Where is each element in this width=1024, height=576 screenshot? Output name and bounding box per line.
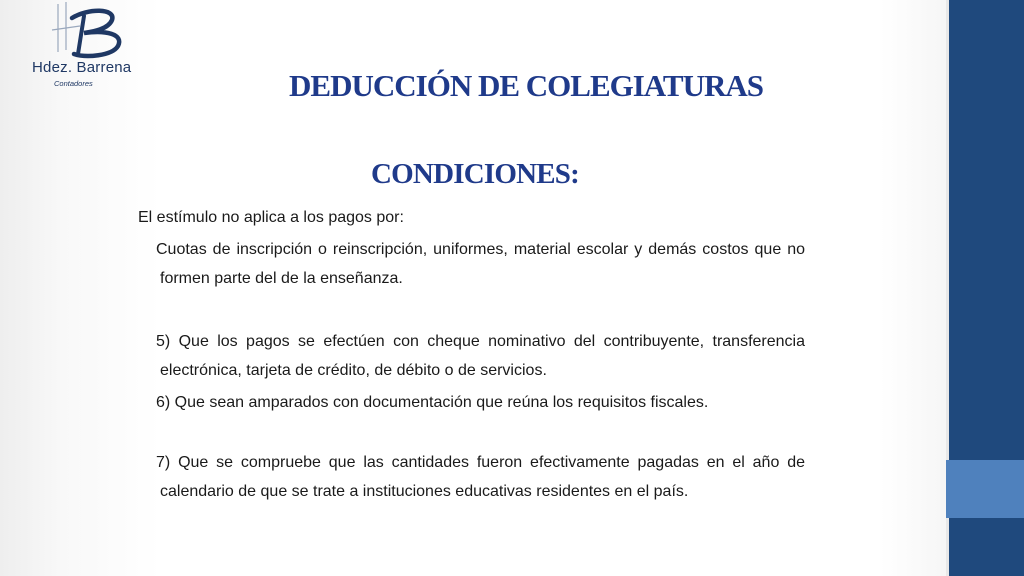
condition-paragraph: 7) Que se compruebe que las cantidades fueron efectivamente pagadas en el año de calendario de que se trate a instituciones educativas residentes en el país. bbox=[156, 454, 805, 500]
slide-title: DEDUCCIÓN DE COLEGIATURAS bbox=[289, 68, 763, 103]
logo-subtitle: Contadores bbox=[54, 79, 93, 88]
condition-paragraph: 5) Que los pagos se efectúen con cheque nominativo del contribuyente, transferencia electrónica, tarjeta de crédito, de débito o de servicios. bbox=[156, 333, 805, 379]
intro-text: El estímulo no aplica a los pagos por: bbox=[138, 209, 404, 226]
sidebar-decoration bbox=[946, 0, 1024, 576]
sidebar-accent-block bbox=[946, 460, 1024, 518]
section-heading: CONDICIONES: bbox=[371, 158, 579, 190]
logo-name: Hdez. Barrena bbox=[32, 59, 132, 76]
condition-paragraph: Cuotas de inscripción o reinscripción, uniformes, material escolar y demás costos que no formen parte del de la enseñanza. bbox=[156, 241, 805, 287]
condition-paragraph: 6) Que sean amparados con documentación que reúna los requisitos fiscales. bbox=[156, 394, 709, 411]
